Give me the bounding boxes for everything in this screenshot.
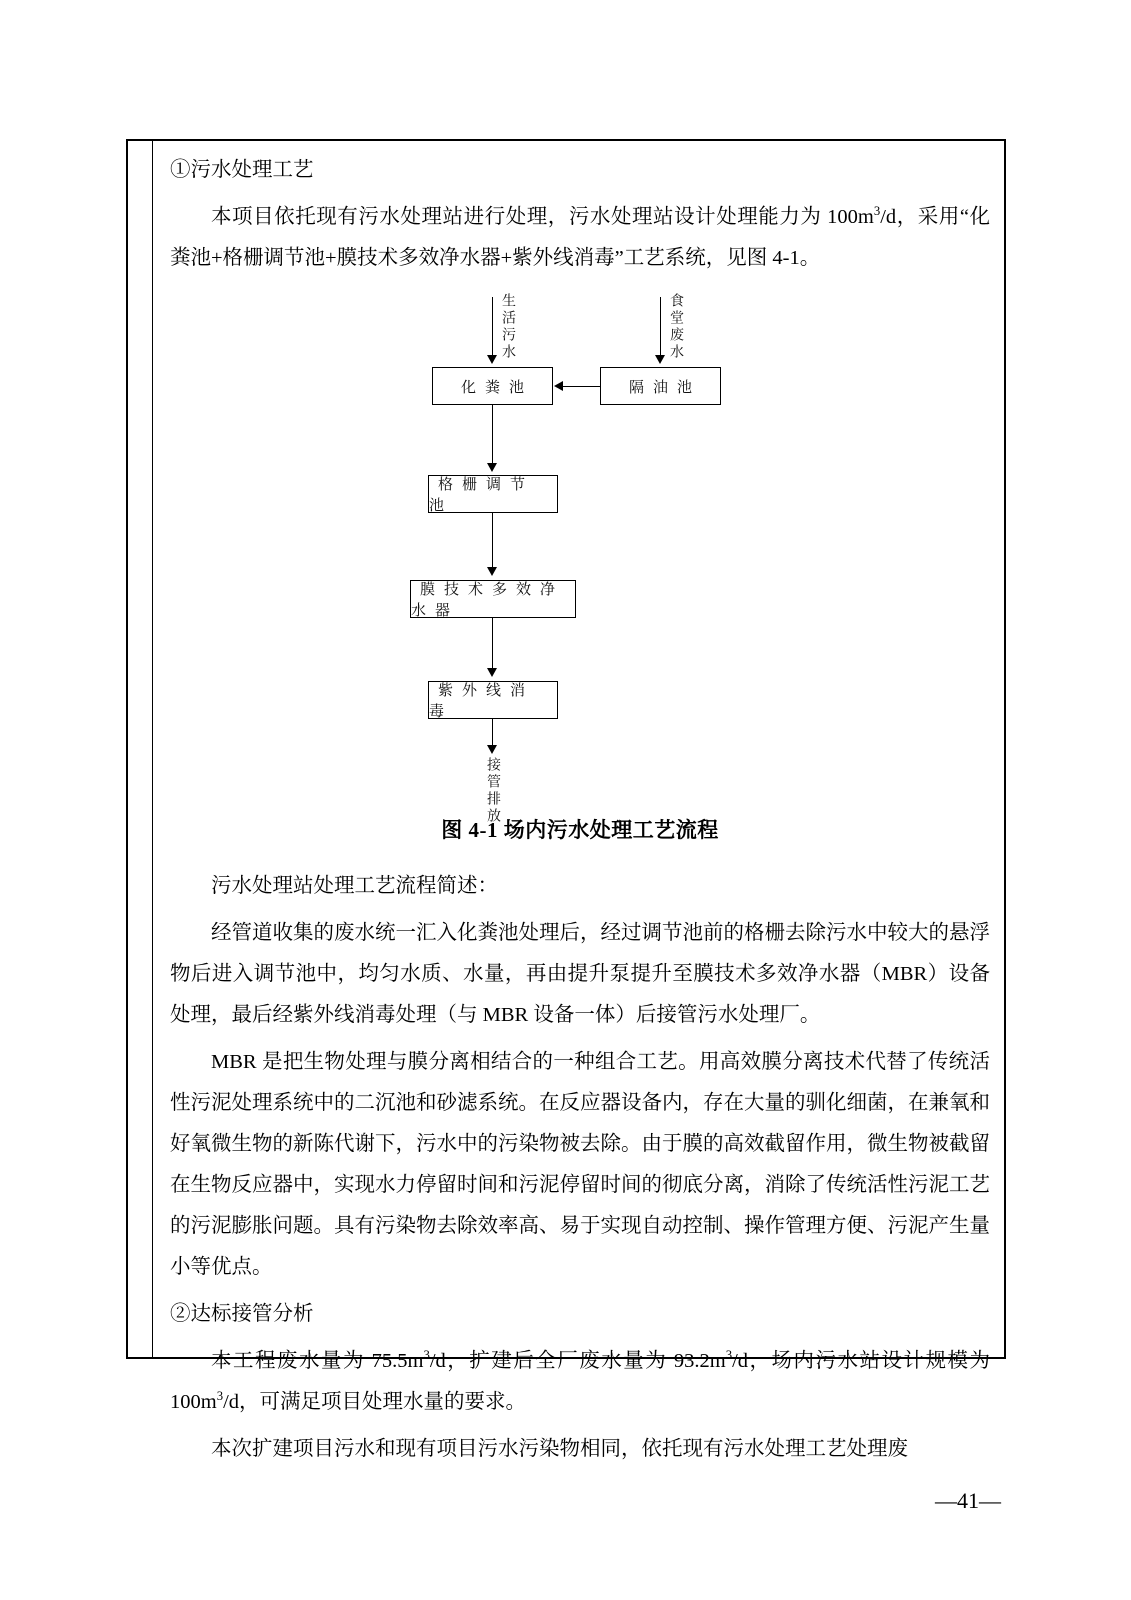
volume-text-a: 本工程废水量为 75.5m xyxy=(211,1350,424,1372)
diagram-line-d xyxy=(492,513,493,571)
diagram-arrow-e xyxy=(487,668,497,677)
diagram-arrow-a1 xyxy=(487,355,497,364)
diagram-box-grease-trap: 隔油池 xyxy=(600,367,721,405)
volume-superscript-1: 3 xyxy=(423,1348,430,1363)
diagram-label-canteen-wastewater: 食堂废水 xyxy=(668,293,683,361)
expansion-note-text: 本次扩建项目污水和现有项目污水污染物相同，依托现有污水处理工艺处理废 xyxy=(211,1438,908,1460)
paragraph-process-description xyxy=(170,913,990,1036)
heading-text: ①污水处理工艺 xyxy=(170,159,314,181)
diagram-line-c xyxy=(492,405,493,467)
paragraph-wastewater-volume xyxy=(170,1341,990,1423)
diagram-arrow-a2 xyxy=(655,355,665,364)
paragraph-standard-heading xyxy=(170,1294,990,1335)
standard-heading-text: ②达标接管分析 xyxy=(170,1303,314,1325)
wastewater-flow-diagram xyxy=(170,285,990,825)
diagram-box-uv-disinfection: 紫外线消毒 xyxy=(428,681,558,719)
volume-text-c: /d，场内污水站设计规模为 100m xyxy=(170,1350,991,1413)
volume-text-d: /d，可满足项目处理水量的要求。 xyxy=(223,1391,527,1413)
diagram-line-a2 xyxy=(660,297,661,359)
diagram-line-a1 xyxy=(492,297,493,359)
paragraph-expansion-note xyxy=(170,1429,990,1470)
volume-text-b: /d，扩建后全厂废水量为 93.2m xyxy=(429,1350,726,1372)
diagram-line-e xyxy=(492,618,493,672)
page-border-inner-line xyxy=(152,139,153,1359)
figure-caption: 图 4-1 场内污水处理工艺流程 xyxy=(441,818,719,842)
diagram-arrow-f xyxy=(487,745,497,754)
process-description-text: 经管道收集的废水统一汇入化粪池处理后，经过调节池前的格栅去除污水中较大的悬浮物后进入调节池中，均匀水质、水量，再由提升泵提升至膜技术多效净水器（MBR）设备处理，最后经紫外线消毒处理（与 MBR 设备一体）后接管污水处理厂。 xyxy=(170,922,990,1026)
diagram-arrow-b xyxy=(554,381,563,391)
volume-superscript-2: 3 xyxy=(725,1348,733,1363)
paragraph-capacity xyxy=(170,197,990,279)
page-content xyxy=(170,150,991,1460)
diagram-box-mbr-purifier: 膜技术多效净水器 xyxy=(410,580,576,618)
mbr-description-text: MBR 是把生物处理与膜分离相结合的一种组合工艺。用高效膜分离技术代替了传统活性污泥处理系统中的二沉池和砂滤系统。在反应器设备内，存在大量的驯化细菌，在兼氧和好氧微生物的新陈代谢下，污水中的污染物被去除。由于膜的高效截留作用，微生物被截留在生物反应器中，实现水力停留时间和污泥停留时间的彻底分离，消除了传统活性污泥工艺的污泥膨胀问题。具有污染物去除效率高、易于实现自动控制、操作管理方便、污泥产生量小等优点。 xyxy=(170,1051,990,1278)
diagram-label-domestic-sewage: 生活污水 xyxy=(500,293,515,361)
diagram-box-grille-regulating-tank: 格栅调节池 xyxy=(428,475,558,513)
page-number: —41— xyxy=(935,1488,1001,1513)
process-intro-text: 污水处理站处理工艺流程简述： xyxy=(211,875,498,897)
paragraph-process-intro xyxy=(170,866,990,907)
diagram-arrow-d xyxy=(487,567,497,576)
capacity-text-b: /d，采用“化粪池+格栅调节池+膜技术多效净水器+紫外线消毒”工艺系统，见图 4-1。 xyxy=(170,206,990,269)
paragraph-mbr-description xyxy=(170,1042,990,1288)
diagram-line-b xyxy=(562,386,600,387)
paragraph-wastewater-process-heading xyxy=(170,150,990,191)
capacity-superscript: 3 xyxy=(873,204,881,219)
volume-superscript-3: 3 xyxy=(216,1389,224,1404)
diagram-arrow-c xyxy=(487,463,497,472)
diagram-box-septic-tank: 化粪池 xyxy=(432,367,553,405)
diagram-label-discharge: 接管排放 xyxy=(485,757,500,825)
diagram-spacer xyxy=(170,655,990,810)
capacity-text-a: 本项目依托现有污水处理站进行处理，污水处理站设计处理能力为 100m xyxy=(211,206,874,228)
